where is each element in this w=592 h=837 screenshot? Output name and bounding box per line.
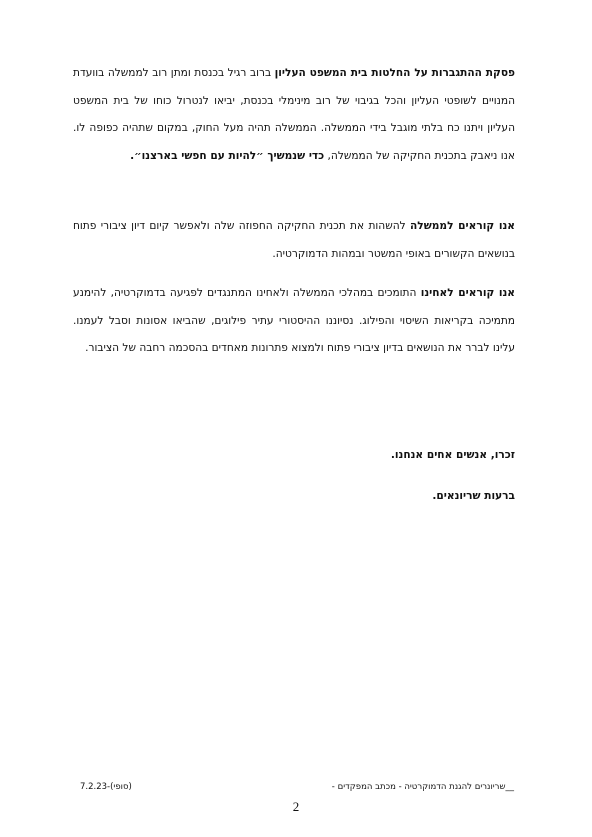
paragraph-call-brothers [73, 280, 515, 363]
footer-date: 7.2.23-(סופי) [80, 782, 132, 792]
paragraph-text: להשהות את תכנית החקיקה החפוזה שלה ולאפשר קיום דיון ציבורי פתוח בנושאים הקשורים באופי המשטר ובמהות הדמוקרטיה. [73, 220, 515, 260]
paragraph-text: ברוב רגיל בכנסת ומתן רוב לממשלה בוועדת המנויים לשופטי העליון והכל בגיבוי של רוב מינימלי בכנסת, יביאו לנטרול כוחו של בית המשפט העליון ויתנו כח בלתי מוגבל בידי הממשלה. הממשלה תהיה מעל החוק, במקום שתהיה כפופה לו. אנו ניאבק בתכנית החקיקה של הממשלה, [73, 67, 515, 162]
paragraph-override-clause [73, 60, 515, 170]
paragraph-lead-bold: פסקת ההתגברות על החלטות בית המשפט העליון [274, 67, 515, 79]
signoff-line-1: זכרו, אנשים אחים אנחנו. [390, 449, 515, 461]
footer-title: __שריונרים להגנת הדמוקרטיה - מכתב המפקדים - [331, 782, 514, 792]
paragraph-lead-bold: אנו קוראים לאחינו [420, 287, 515, 299]
paragraph-call-government [73, 213, 515, 268]
signoff-line-2: ברעות שריונאים. [432, 490, 515, 502]
paragraph-lead-bold: אנו קוראים לממשלה [410, 220, 516, 232]
paragraph-end-bold: כדי שנמשיך ״להיות עם חפשי בארצנו״. [130, 149, 325, 162]
paragraph-text: התומכים במהלכי הממשלה ולאחינו המתנגדים לפגיעה בדמוקרטיה, להימנע מתמיכה בקריאות השיסוי והפילוג. נסיוננו ההיסטורי עתיר פילוגים, שהביאו אסונות וסבל לעמנו. עלינו לברר את הנושאים בדיון ציבורי פתוח ולמצוא פתרונות מאחדים בהסכמה רחבה של הציבור. [73, 287, 515, 354]
page-number: 2 [292, 799, 300, 814]
